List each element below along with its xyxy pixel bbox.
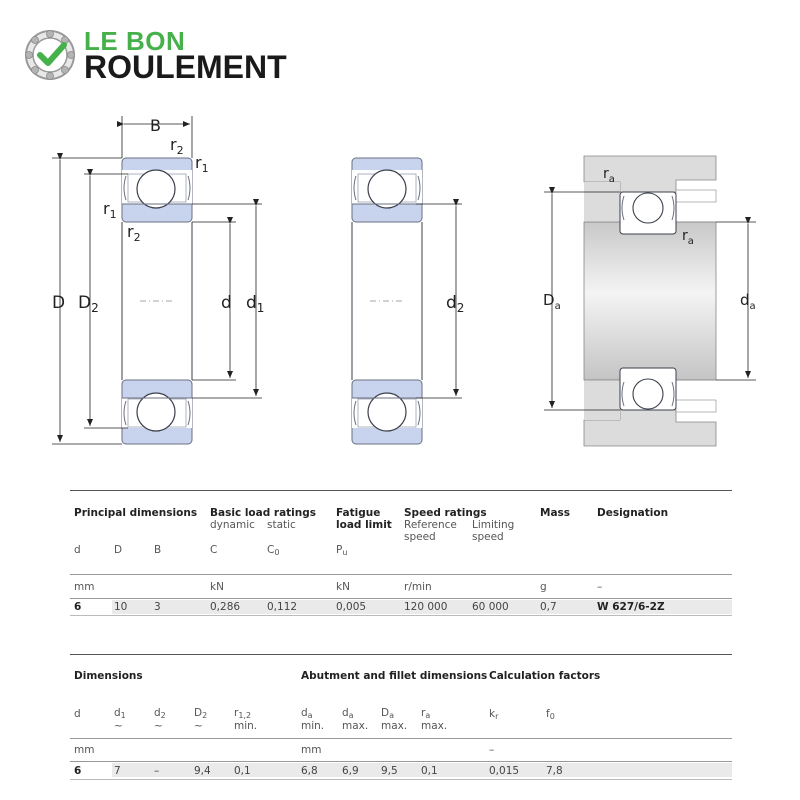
symbol-C: C <box>210 544 218 556</box>
unit2-dash: – <box>489 744 495 756</box>
symbol-D: D <box>114 544 123 556</box>
principal-data-table <box>70 490 732 620</box>
unit-dash: – <box>597 581 603 593</box>
unit-g: g <box>540 581 547 593</box>
header-limiting-speed: speed <box>472 531 504 543</box>
unit2-mm-dimensions: mm <box>74 744 95 756</box>
header-limiting: Limiting <box>472 519 515 531</box>
symbol2-d: d <box>74 708 81 720</box>
value2-Da-max: 9,5 <box>381 765 398 777</box>
unit-kN-fatigue: kN <box>336 581 350 593</box>
dimensions-table <box>70 654 732 794</box>
label-ra-right: $r_a$ <box>682 228 694 247</box>
value2-d2: – <box>154 765 160 777</box>
label-da: $d_a$ <box>740 291 756 312</box>
header-speed-ratings: Speed ratings <box>404 507 487 519</box>
label-r1-top: $r_1$ <box>195 153 209 175</box>
value2-kr: 0,015 <box>489 765 520 777</box>
symbol2-d1: $d_1$ ~ <box>114 707 126 732</box>
symbol2-da-max: $d_a$ max. <box>342 707 369 732</box>
bearing-section-main <box>52 116 265 444</box>
unit-kN-load: kN <box>210 581 224 593</box>
logo-text-line1: LE BON <box>84 26 186 56</box>
symbol2-ra-max: $r_a$ max. <box>421 707 448 732</box>
header-reference: Reference <box>404 519 457 531</box>
value2-ra-max: 0,1 <box>421 765 438 777</box>
header-static: static <box>267 519 296 531</box>
symbol-d: d <box>74 544 81 556</box>
value2-da-max: 6,9 <box>342 765 359 777</box>
value2-f0: 7,8 <box>546 765 563 777</box>
unit-mm: mm <box>74 581 95 593</box>
symbol2-f0: $f_0$ <box>546 708 555 721</box>
header-calculation-factors: Calculation factors <box>489 670 601 682</box>
logo-text-line2: ROULEMENT <box>84 49 287 85</box>
value-limiting-speed: 60 000 <box>472 601 509 613</box>
label-r2-top: $r_2$ <box>170 135 184 157</box>
label-D2: $D_2$ <box>78 293 99 315</box>
value-designation: W 627/6-2Z <box>597 601 665 613</box>
symbol2-D2: $D_2$ ~ <box>194 707 208 732</box>
header-abutment-fillet: Abutment and fillet dimensions <box>301 670 488 682</box>
header-load-limit: load limit <box>336 519 392 531</box>
header-basic-load-ratings: Basic load ratings <box>210 507 317 519</box>
value2-d1: 7 <box>114 765 121 777</box>
value-mass: 0,7 <box>540 601 557 613</box>
value-D: 10 <box>114 601 128 613</box>
value2-D2: 9,4 <box>194 765 211 777</box>
value-Pu: 0,005 <box>336 601 367 613</box>
header-designation: Designation <box>597 507 669 519</box>
value-reference-speed: 120 000 <box>404 601 448 613</box>
value-C: 0,286 <box>210 601 241 613</box>
value-B: 3 <box>154 601 161 613</box>
symbol2-d2: $d_2$ ~ <box>154 707 166 732</box>
label-r1-left: $r_1$ <box>103 199 117 221</box>
bearing-mounting-section <box>544 156 756 446</box>
label-d: d <box>221 293 232 313</box>
value2-da-min: 6,8 <box>301 765 318 777</box>
header-mass: Mass <box>540 507 571 519</box>
symbol-Pu: $P_u$ <box>336 544 348 557</box>
label-d1: $d_1$ <box>246 293 265 315</box>
value2-r12: 0,1 <box>234 765 251 777</box>
unit-rmin: r/min <box>404 581 432 593</box>
value-d: 6 <box>74 601 82 613</box>
header-dimensions: Dimensions <box>74 670 143 682</box>
symbol2-Da-max: $D_a$ max. <box>381 707 408 732</box>
label-D: D <box>52 293 66 313</box>
header-reference-speed: speed <box>404 531 436 543</box>
value2-d: 6 <box>74 765 82 777</box>
header-fatigue: Fatigue <box>336 507 381 519</box>
label-Da: $D_a$ <box>543 291 561 312</box>
symbol2-da-min: $d_a$ min. <box>301 707 325 732</box>
unit2-mm-abutment: mm <box>301 744 322 756</box>
label-d2: $d_2$ <box>446 293 465 315</box>
label-B: B <box>150 116 161 135</box>
symbol-C0: $C_0$ <box>267 544 280 557</box>
header-principal-dimensions: Principal dimensions <box>74 507 198 519</box>
label-ra-top: $r_a$ <box>603 166 615 185</box>
symbol-B: B <box>154 544 162 556</box>
value-C0: 0,112 <box>267 601 298 613</box>
symbol2-kr: $k_r$ <box>489 708 499 721</box>
symbol2-r12: $r_{1,2}$ min. <box>234 707 258 732</box>
label-r2-left: $r_2$ <box>127 222 141 244</box>
header-dynamic: dynamic <box>210 519 255 531</box>
